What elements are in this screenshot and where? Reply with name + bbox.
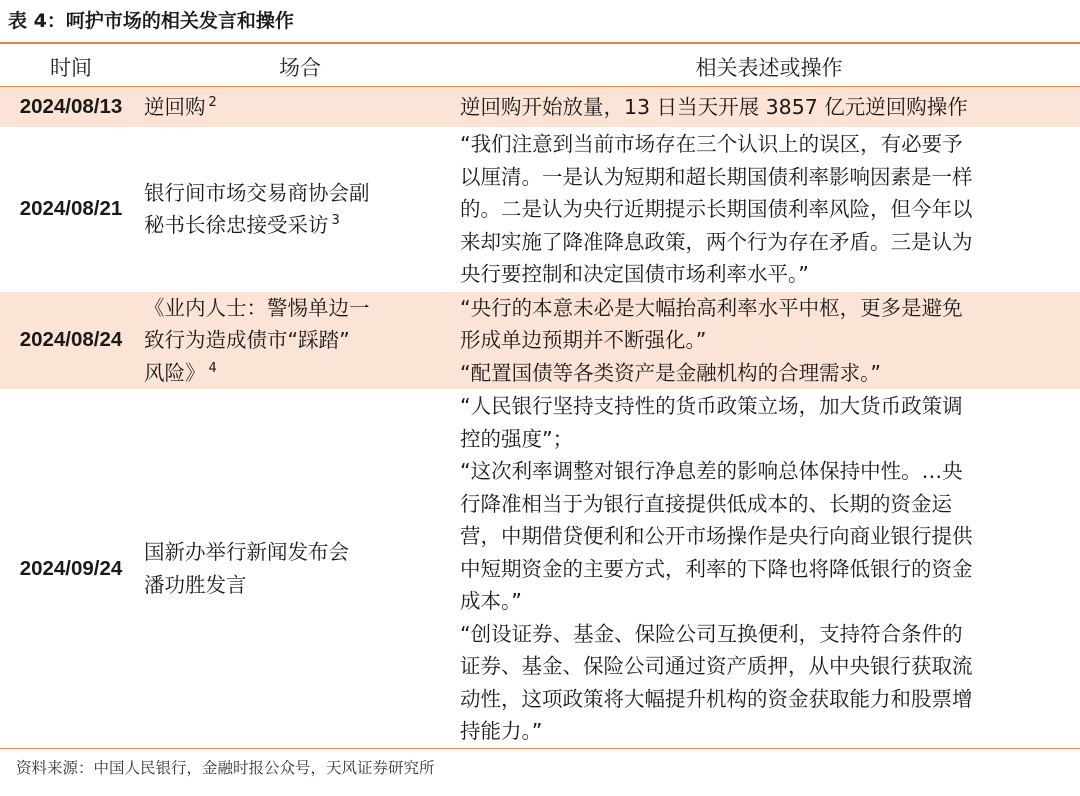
venue-line: 潘功胜发言	[144, 572, 247, 597]
table-row	[0, 87, 1080, 128]
venue-line: 秘书长徐忠接受采访	[144, 213, 329, 238]
table-header-row	[0, 48, 1080, 87]
row-date: 2024/09/24	[0, 390, 142, 749]
row-date: 2024/08/24	[0, 291, 142, 390]
header-venue: 场合	[142, 48, 458, 87]
venue-line: 国新办举行新闻发布会	[144, 540, 349, 565]
row-venue	[142, 87, 458, 128]
header-content: 相关表述或操作	[458, 48, 1080, 87]
venue-line: 致行为造成债市“踩踏”	[144, 328, 350, 352]
content-line: “创设证券、基金、保险公司互换便利，支持符合条件的	[460, 621, 963, 646]
table-row	[0, 291, 1080, 390]
table-row	[0, 390, 1080, 749]
content-line: 成本。”	[460, 589, 522, 613]
content-line: 逆回购开始放量，13 日当天开展 3857 亿元逆回购操作	[460, 94, 968, 119]
row-content	[458, 128, 1080, 292]
venue-line: 《业内人士：警惕单边一	[144, 295, 370, 320]
content-line: 央行要控制和决定国债市场利率水平。”	[460, 262, 809, 286]
row-date: 2024/08/13	[0, 87, 142, 128]
row-content	[458, 291, 1080, 390]
content-line: 行降准相当于为银行直接提供低成本的、长期的资金运	[460, 491, 952, 516]
content-line: 的。二是认为央行近期提示长期国债利率风险，但今年以	[460, 197, 973, 221]
table-title: 表 4：呵护市场的相关发言和操作	[8, 10, 294, 32]
content-line: 证券、基金、保险公司通过资产质押，从中央银行获取流	[460, 654, 973, 678]
row-venue	[142, 128, 458, 292]
venue-line: 风险》	[144, 360, 206, 385]
venue-line: 逆回购	[144, 94, 206, 119]
content-line: 控的强度”；	[460, 426, 574, 451]
venue-line: 银行间市场交易商协会副	[144, 180, 370, 205]
content-line: “人民银行坚持支持性的货币政策立场，加大货币政策调	[460, 394, 963, 418]
content-line: 来却实施了降准降息政策，两个行为存在矛盾。三是认为	[460, 229, 973, 254]
footnote-marker: 4	[208, 360, 217, 376]
content-line: “央行的本意未必是大幅抬高利率水平中枢，更多是避免	[460, 295, 963, 320]
policy-table	[0, 48, 1080, 749]
title-rule	[0, 42, 1080, 44]
source-note: 资料来源：中国人民银行，金融时报公众号，天风证券研究所	[16, 759, 435, 777]
table-row	[0, 128, 1080, 292]
row-content	[458, 390, 1080, 749]
content-line: 持能力。”	[460, 719, 543, 743]
content-line: “配置国债等各类资产是金融机构的合理需求。”	[460, 360, 881, 385]
content-line: 中短期资金的主要方式，利率的下降也将降低银行的资金	[460, 556, 973, 581]
row-date: 2024/08/21	[0, 128, 142, 292]
row-venue	[142, 291, 458, 390]
footnote-marker: 3	[331, 213, 340, 229]
row-venue	[142, 390, 458, 749]
content-line: 形成单边预期并不断强化。”	[460, 328, 707, 352]
content-line: “这次利率调整对银行净息差的影响总体保持中性。…央	[460, 459, 963, 483]
header-date: 时间	[0, 48, 142, 87]
content-line: 动性，这项政策将大幅提升机构的资金获取能力和股票增	[460, 686, 973, 711]
content-line: “我们注意到当前市场存在三个认识上的误区，有必要予	[460, 132, 963, 156]
row-content	[458, 87, 1080, 128]
content-line: 以厘清。一是认为短期和超长期国债利率影响因素是一样	[460, 164, 973, 189]
content-line: 营，中期借贷便利和公开市场操作是央行向商业银行提供	[460, 524, 973, 548]
footnote-marker: 2	[208, 94, 217, 110]
